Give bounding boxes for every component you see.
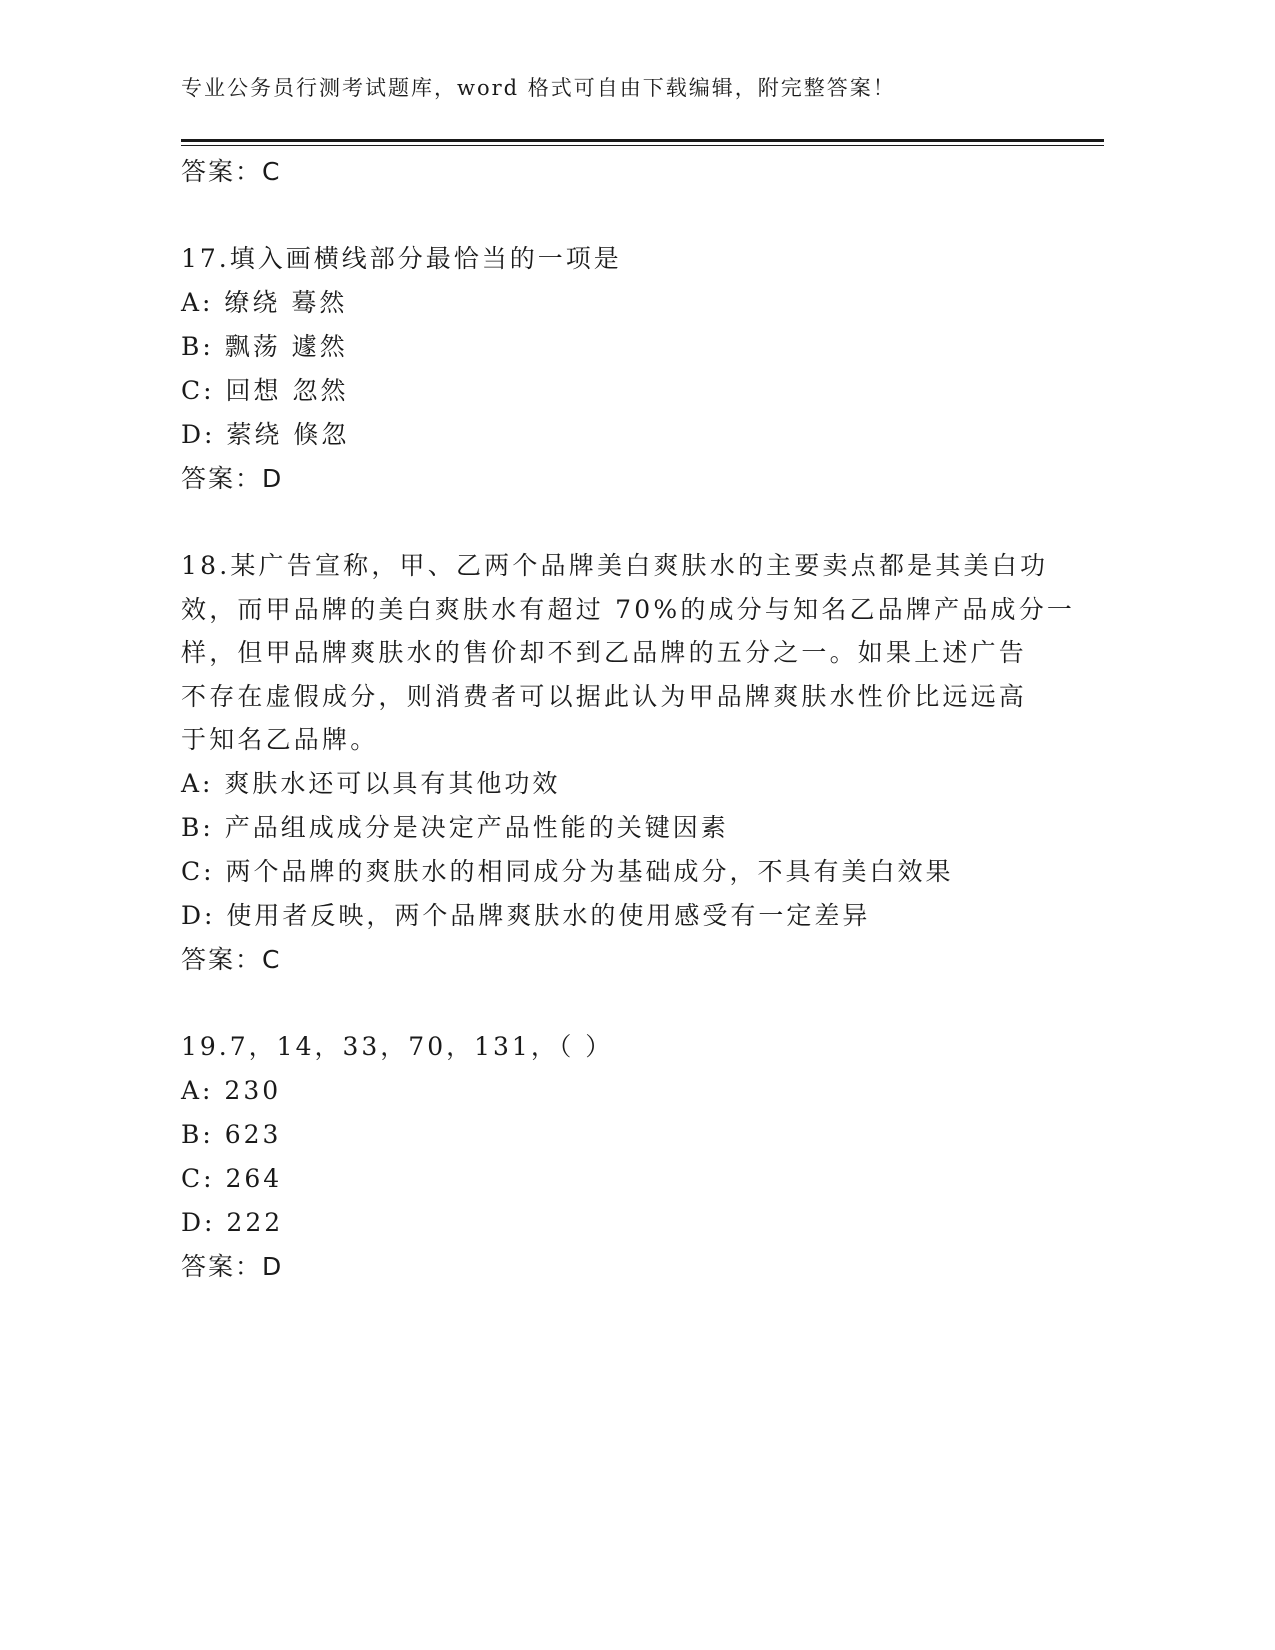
answer-line: 答案：D — [181, 1251, 284, 1281]
answer-line: 答案：D — [181, 464, 284, 493]
option-d: D: 222 — [181, 1207, 284, 1237]
question-block — [181, 544, 1076, 982]
spacer — [181, 501, 1041, 544]
header-divider-thick — [181, 139, 1104, 142]
option-d: D: 萦绕 倏忽 — [181, 420, 350, 449]
answer-line: 答案：C — [181, 157, 282, 186]
option-a: A: 230 — [181, 1075, 282, 1105]
question-stem: 17.填入画横线部分最恰当的一项是 — [181, 244, 622, 273]
option-a: A: 缭绕 蓦然 — [181, 288, 348, 317]
answer-line: 答案：C — [181, 944, 282, 974]
page-header: 专业公务员行测考试题库，word 格式可自由下载编辑，附完整答案！ — [181, 76, 896, 100]
header-divider-thin — [181, 145, 1104, 146]
option-c: C: 264 — [181, 1163, 283, 1193]
question-block — [181, 237, 1041, 501]
stem-line: 不存在虚假成分，则消费者可以据此认为甲品牌爽肤水性价比远远高 — [181, 681, 1028, 711]
stem-line: 效，而甲品牌的美白爽肤水有超过 70%的成分与知名乙品牌产品成分一 — [181, 594, 1076, 624]
option-c: C: 两个品牌的爽肤水的相同成分为基础成分，不具有美白效果 — [181, 856, 954, 886]
option-b: B: 623 — [181, 1119, 282, 1149]
stem-line: 于知名乙品牌。 — [181, 725, 379, 754]
option-b: B: 飘荡 遽然 — [181, 332, 348, 361]
stem-line: 样，但甲品牌爽肤水的售价却不到乙品牌的五分之一。如果上述广告 — [181, 638, 1028, 667]
spacer — [181, 194, 1041, 237]
option-c: C: 回想 忽然 — [181, 376, 349, 405]
question-stem: 19.7，14，33，70，131，（ ） — [181, 1031, 614, 1061]
question-block — [181, 1025, 1041, 1289]
question-list — [181, 150, 1076, 1289]
option-d: D: 使用者反映，两个品牌爽肤水的使用感受有一定差异 — [181, 900, 871, 930]
stem-line: 18.某广告宣称，甲、乙两个品牌美白爽肤水的主要卖点都是其美白功 — [181, 551, 1049, 580]
option-b: B: 产品组成成分是决定产品性能的关键因素 — [181, 812, 729, 842]
option-a: A: 爽肤水还可以具有其他功效 — [181, 768, 561, 798]
spacer — [181, 982, 1041, 1025]
question-stem — [181, 544, 1076, 762]
